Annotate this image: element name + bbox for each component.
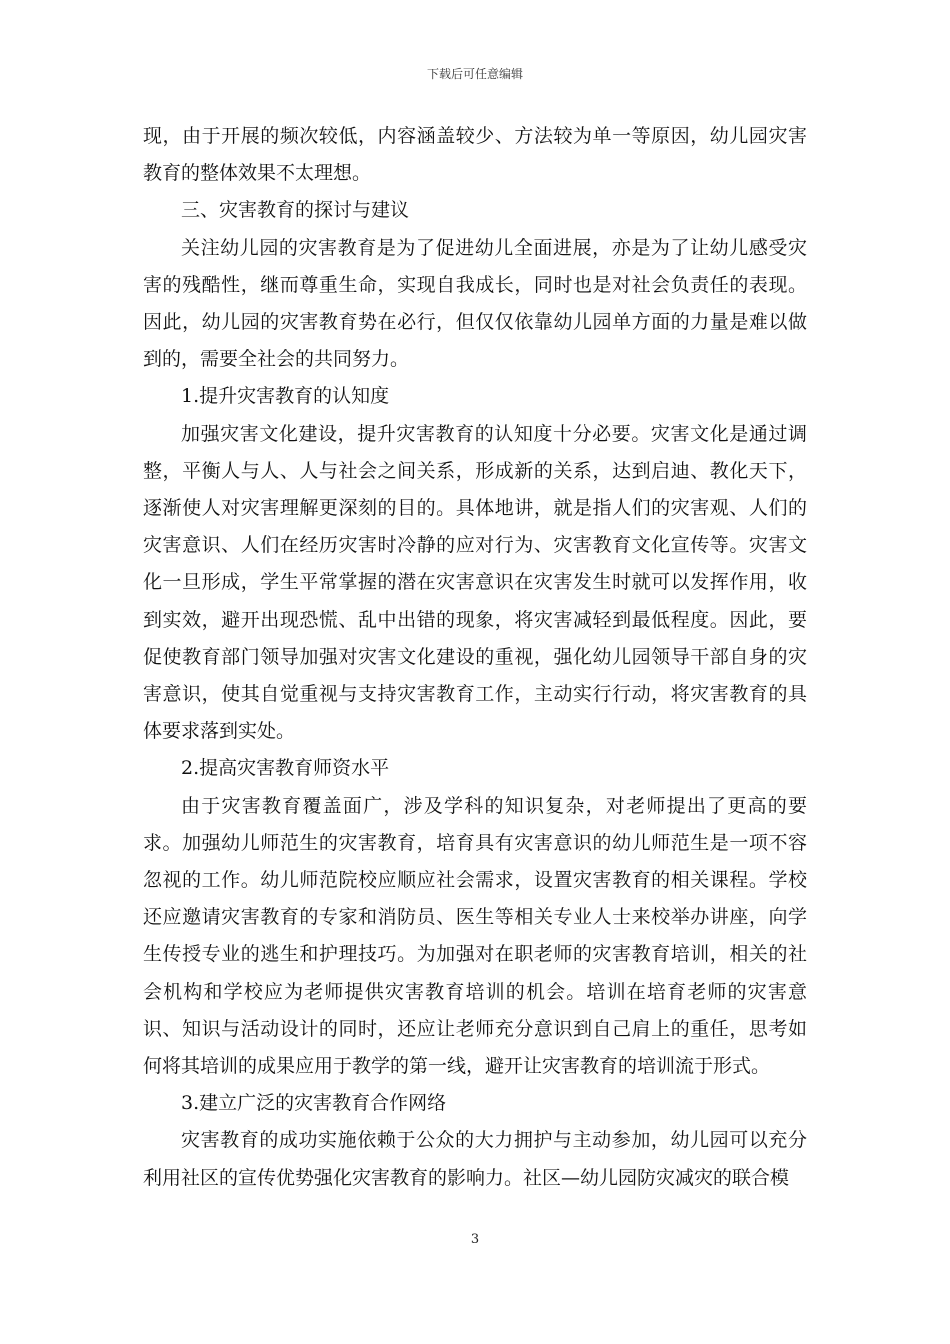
paragraph-awareness: 加强灾害文化建设，提升灾害教育的认知度十分必要。灾害文化是通过调整，平衡人与人、人与社会之间关系，形成新的关系，达到启迪、教化天下，逐渐使人对灾害理解更深刻的目的。具体地讲，就是指人们的灾害观、人们的灾害意识、人们在经历灾害时冷静的应对行为、灾害教育文化宣传等。灾害文化一旦形成，学生平常掌握的潜在灾害意识在灾害发生时就可以发挥作用，收到实效，避开出现恐慌、乱中出错的现象，将灾害减轻到最低程度。因此，要促使教育部门领导加强对灾害文化建设的重视，强化幼儿园领导干部自身的灾害意识，使其自觉重视与支持灾害教育工作，主动实行行动，将灾害教育的具体要求落到实处。: [143, 422, 807, 743]
paragraph-intro: 关注幼儿园的灾害教育是为了促进幼儿全面进展，亦是为了让幼儿感受灾害的残酷性，继而尊重生命，实现自我成长，同时也是对社会负责任的表现。因此，幼儿园的灾害教育势在必行，但仅仅依靠幼儿园单方面的力量是难以做到的，需要全社会的共同努力。: [143, 236, 807, 371]
subheading-2: 2.提高灾害教育师资水平: [181, 757, 390, 780]
document-body: [143, 118, 807, 1197]
paragraph-continuation: 现，由于开展的频次较低，内容涵盖较少、方法较为单一等原因，幼儿园灾害教育的整体效果不太理想。: [143, 125, 807, 185]
subheading-3: 3.建立广泛的灾害教育合作网络: [181, 1092, 447, 1115]
page-number: 3: [470, 1232, 480, 1247]
paragraph-teachers: 由于灾害教育覆盖面广，涉及学科的知识复杂，对老师提出了更高的要求。加强幼儿师范生的灾害教育，培育具有灾害意识的幼儿师范生是一项不容忽视的工作。幼儿师范院校应顺应社会需求，设置灾害教育的相关课程。学校还应邀请灾害教育的专家和消防员、医生等相关专业人士来校举办讲座，向学生传授专业的逃生和护理技巧。为加强对在职老师的灾害教育培训，相关的社会机构和学校应为老师提供灾害教育培训的机会。培训在培育老师的灾害意识、知识与活动设计的同时，还应让老师充分意识到自己肩上的重任，思考如何将其培训的成果应用于教学的第一线，避开让灾害教育的培训流于形式。: [143, 794, 807, 1078]
paragraph-network: 灾害教育的成功实施依赖于公众的大力拥护与主动参加，幼儿园可以充分利用社区的宣传优势强化灾害教育的影响力。社区—幼儿园防灾减灾的联合模: [143, 1129, 807, 1189]
section-heading-3: 三、灾害教育的探讨与建议: [181, 199, 410, 222]
subheading-1: 1.提升灾害教育的认知度: [181, 385, 390, 408]
page-header: 下载后可任意编辑: [426, 67, 523, 81]
